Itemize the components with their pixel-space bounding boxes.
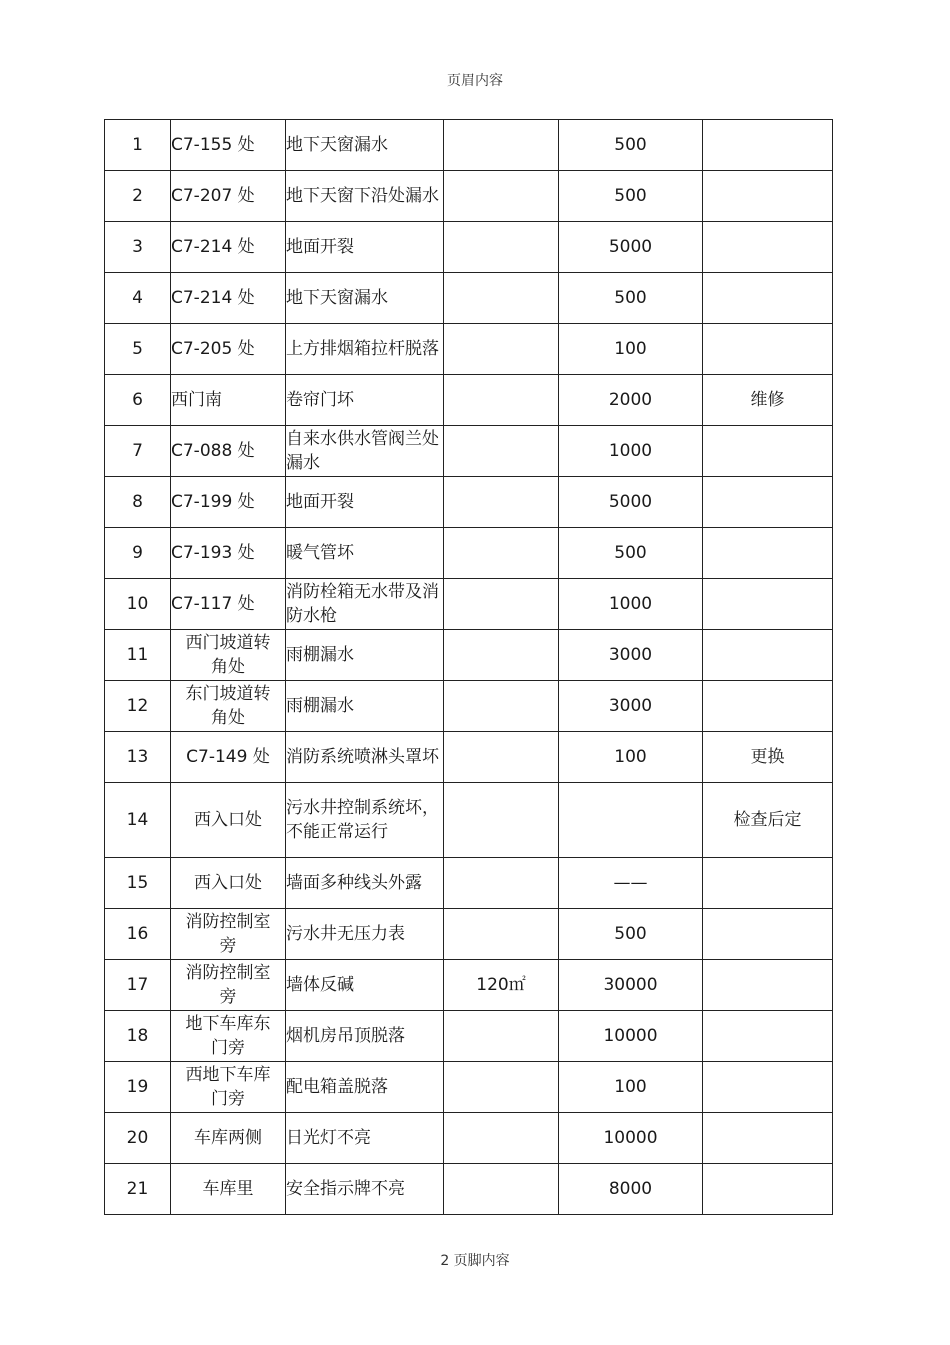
cell-amount: 5000: [559, 477, 703, 528]
cell-note: [703, 1062, 833, 1113]
cell-quantity: [444, 1113, 559, 1164]
cell-quantity: [444, 732, 559, 783]
cell-location: C7-205 处: [171, 324, 286, 375]
cell-note: 更换: [703, 732, 833, 783]
table-row: [105, 909, 833, 960]
cell-amount: 500: [559, 171, 703, 222]
cell-amount: 8000: [559, 1164, 703, 1215]
cell-amount: 500: [559, 909, 703, 960]
cell-quantity: [444, 1164, 559, 1215]
table-row: [105, 1164, 833, 1215]
cell-quantity: [444, 783, 559, 858]
cell-no: 11: [105, 630, 171, 681]
table-row: [105, 375, 833, 426]
cell-issue: 消防系统喷淋头罩坏: [286, 732, 444, 783]
cell-amount: 3000: [559, 630, 703, 681]
table-body: [105, 120, 833, 1215]
cell-location: 西地下车库门旁: [171, 1062, 286, 1113]
cell-amount: 500: [559, 120, 703, 171]
cell-issue: 消防栓箱无水带及消防水枪: [286, 579, 444, 630]
cell-amount: 10000: [559, 1011, 703, 1062]
cell-quantity: [444, 222, 559, 273]
cell-issue: 自来水供水管阀兰处漏水: [286, 426, 444, 477]
cell-note: [703, 960, 833, 1011]
cell-note: [703, 528, 833, 579]
table-row: [105, 681, 833, 732]
cell-amount: 5000: [559, 222, 703, 273]
cell-issue: 地下天窗漏水: [286, 273, 444, 324]
table-row: [105, 528, 833, 579]
cell-note: [703, 579, 833, 630]
cell-location: C7-199 处: [171, 477, 286, 528]
table-row: [105, 732, 833, 783]
cell-quantity: 120㎡: [444, 960, 559, 1011]
inspection-table: [104, 119, 833, 1215]
cell-no: 18: [105, 1011, 171, 1062]
cell-quantity: [444, 426, 559, 477]
cell-no: 6: [105, 375, 171, 426]
cell-no: 4: [105, 273, 171, 324]
cell-note: [703, 120, 833, 171]
cell-note: [703, 477, 833, 528]
cell-amount: 100: [559, 732, 703, 783]
cell-location: 消防控制室旁: [171, 960, 286, 1011]
cell-quantity: [444, 1062, 559, 1113]
table-row: [105, 171, 833, 222]
cell-no: 1: [105, 120, 171, 171]
cell-amount: 500: [559, 273, 703, 324]
cell-note: [703, 222, 833, 273]
cell-issue: 雨棚漏水: [286, 681, 444, 732]
table-row: [105, 120, 833, 171]
cell-amount: 100: [559, 1062, 703, 1113]
cell-location: 车库里: [171, 1164, 286, 1215]
table-row: [105, 477, 833, 528]
table-row: [105, 1062, 833, 1113]
cell-location: C7-117 处: [171, 579, 286, 630]
cell-issue: 安全指示牌不亮: [286, 1164, 444, 1215]
cell-note: [703, 1164, 833, 1215]
cell-amount: 1000: [559, 426, 703, 477]
cell-note: [703, 630, 833, 681]
cell-quantity: [444, 1011, 559, 1062]
cell-location: C7-193 处: [171, 528, 286, 579]
cell-no: 7: [105, 426, 171, 477]
cell-quantity: [444, 120, 559, 171]
cell-location: C7-149 处: [171, 732, 286, 783]
cell-amount: 100: [559, 324, 703, 375]
cell-location: C7-214 处: [171, 222, 286, 273]
cell-location: 西入口处: [171, 783, 286, 858]
cell-location: C7-214 处: [171, 273, 286, 324]
cell-amount: 500: [559, 528, 703, 579]
table-row: [105, 579, 833, 630]
cell-note: [703, 171, 833, 222]
cell-quantity: [444, 477, 559, 528]
cell-location: C7-088 处: [171, 426, 286, 477]
cell-no: 3: [105, 222, 171, 273]
cell-no: 13: [105, 732, 171, 783]
cell-note: [703, 909, 833, 960]
cell-no: 21: [105, 1164, 171, 1215]
cell-note: [703, 426, 833, 477]
cell-issue: 日光灯不亮: [286, 1113, 444, 1164]
cell-issue: 地面开裂: [286, 222, 444, 273]
cell-note: [703, 273, 833, 324]
cell-note: [703, 1113, 833, 1164]
cell-no: 16: [105, 909, 171, 960]
cell-note: [703, 324, 833, 375]
cell-quantity: [444, 630, 559, 681]
cell-note: 维修: [703, 375, 833, 426]
cell-no: 9: [105, 528, 171, 579]
cell-no: 20: [105, 1113, 171, 1164]
cell-location: 东门坡道转角处: [171, 681, 286, 732]
cell-quantity: [444, 528, 559, 579]
cell-quantity: [444, 171, 559, 222]
cell-issue: 地下天窗漏水: [286, 120, 444, 171]
table-row: [105, 858, 833, 909]
table-row: [105, 783, 833, 858]
cell-no: 5: [105, 324, 171, 375]
cell-location: 车库两侧: [171, 1113, 286, 1164]
cell-note: [703, 858, 833, 909]
table-row: [105, 960, 833, 1011]
cell-no: 17: [105, 960, 171, 1011]
cell-no: 14: [105, 783, 171, 858]
cell-amount: 2000: [559, 375, 703, 426]
cell-quantity: [444, 681, 559, 732]
cell-no: 10: [105, 579, 171, 630]
cell-issue: 卷帘门坏: [286, 375, 444, 426]
cell-note: 检查后定: [703, 783, 833, 858]
cell-location: 地下车库东门旁: [171, 1011, 286, 1062]
cell-issue: 雨棚漏水: [286, 630, 444, 681]
cell-issue: 烟机房吊顶脱落: [286, 1011, 444, 1062]
cell-amount: 3000: [559, 681, 703, 732]
cell-amount: 30000: [559, 960, 703, 1011]
page-footer: 2 页脚内容: [440, 1253, 510, 1269]
cell-no: 8: [105, 477, 171, 528]
cell-quantity: [444, 909, 559, 960]
cell-no: 19: [105, 1062, 171, 1113]
cell-note: [703, 681, 833, 732]
table-row: [105, 1113, 833, 1164]
cell-quantity: [444, 273, 559, 324]
cell-location: 消防控制室旁: [171, 909, 286, 960]
cell-amount: [559, 783, 703, 858]
cell-issue: 配电箱盖脱落: [286, 1062, 444, 1113]
cell-amount: ——: [559, 858, 703, 909]
cell-location: 西门南: [171, 375, 286, 426]
cell-issue: 污水井无压力表: [286, 909, 444, 960]
cell-location: 西门坡道转角处: [171, 630, 286, 681]
cell-amount: 1000: [559, 579, 703, 630]
table-row: [105, 273, 833, 324]
cell-issue: 上方排烟箱拉杆脱落: [286, 324, 444, 375]
table-row: [105, 222, 833, 273]
cell-issue: 地下天窗下沿处漏水: [286, 171, 444, 222]
table-row: [105, 1011, 833, 1062]
cell-amount: 10000: [559, 1113, 703, 1164]
cell-issue: 墙体反碱: [286, 960, 444, 1011]
cell-no: 15: [105, 858, 171, 909]
cell-issue: 污水井控制系统坏，不能正常运行: [286, 783, 444, 858]
table-row: [105, 630, 833, 681]
cell-quantity: [444, 579, 559, 630]
cell-issue: 地面开裂: [286, 477, 444, 528]
cell-issue: 墙面多种线头外露: [286, 858, 444, 909]
cell-issue: 暖气管坏: [286, 528, 444, 579]
page-header: 页眉内容: [447, 73, 503, 89]
table-row: [105, 426, 833, 477]
table-row: [105, 324, 833, 375]
cell-no: 12: [105, 681, 171, 732]
cell-note: [703, 1011, 833, 1062]
cell-no: 2: [105, 171, 171, 222]
cell-quantity: [444, 324, 559, 375]
cell-quantity: [444, 858, 559, 909]
cell-location: C7-155 处: [171, 120, 286, 171]
cell-quantity: [444, 375, 559, 426]
cell-location: 西入口处: [171, 858, 286, 909]
cell-location: C7-207 处: [171, 171, 286, 222]
